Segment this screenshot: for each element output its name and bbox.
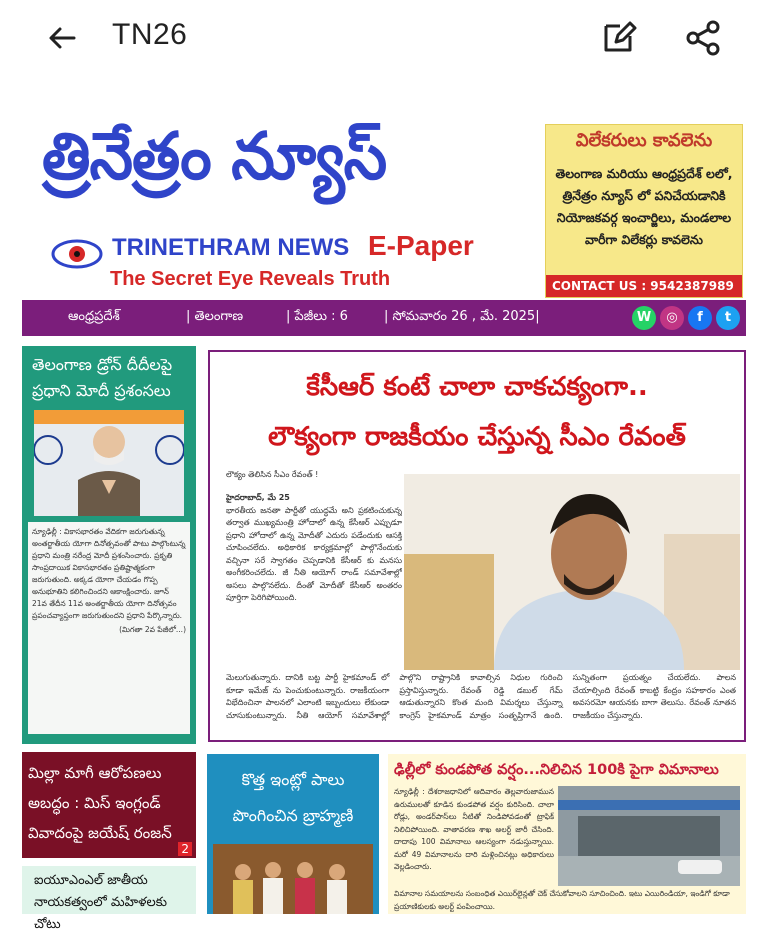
delhi-rain-headline: ఢిల్లీలో కుండపోత వర్షం...నిలిచిన 100కి పైగా విమానాలు xyxy=(394,762,719,778)
edition-state-ap: ఆంధ్రప్రదేశ్ xyxy=(68,309,120,324)
back-arrow-icon[interactable] xyxy=(44,20,80,56)
app-bar xyxy=(0,0,768,78)
ad-contact: CONTACT US : 9542387989 xyxy=(546,275,742,297)
delhi-rain-text: న్యూఢిల్లీ : దేశరాజధానిలో ఆదివారం తెల్లవారుజామున ఉరుములతో కూడిన కుండపోత వర్షం కురిసింది. చాలా రోడ్లు, అండర్‌పాస్‌లు నీటితో నిండిపోవడంతో ట్రాఫిక్ నిలిచిపోయింది. వాతావరణ శాఖ అలర్ట్ జారీ చేసింది. దాదాపు 100 విమానాలు ఆలస్యంగా నడుస్తున్నాయి. మరో 49 విమానాలను దారి మళ్లించినట్లు అధికారులు వెల్లడించారు. xyxy=(394,787,554,871)
page-count: | పేజీలు : 6 xyxy=(286,309,348,324)
delhi-rain-story[interactable] xyxy=(388,754,746,914)
left-story[interactable] xyxy=(22,346,196,744)
main-headline-line2: లౌక్యంగా రాజకీయం చేస్తున్న సీఎం రేవంత్ xyxy=(268,422,686,452)
main-intro-text: భారతీయ జనతా పార్టీతో యుద్ధమే అని ప్రకటించుకున్న తర్వాత ముఖ్యమంత్రి హోదాలో ఉన్న కేసీఆర్ ఎప్పుడూ ప్రధాని హోదాలో ఉన్న మోదీతో ఎదురు పడేందుకు ఆసక్తి చూపించలేదు. అధికారిక కార్యక్రమాల్లో పాల్గొనేందుకు వచ్చినా సరే స్వాగతం చెప్పడానికి కేసీఆర్ కు మనసు అంగీకరించలేదు. జీ నీతి ఆయోగ్ రాండ్ సమావేశాల్లో అసలు పాల్గొనలేదు. దీంతో మోదీతో కేసీఆర్ అంతరం పూర్తిగా పెరిగిపోయింది. xyxy=(226,505,402,602)
modi-photo xyxy=(34,410,184,516)
edition-bar xyxy=(22,300,746,336)
left-story-text: న్యూఢిల్లీ : వికాసభారతం వేదికగా జరుగుతున్న అంతర్జాతీయ యోగా దినోత్సవంతో పాటు పాల్గొంటున్న ప్రధాని మంత్రి నరేంద్ర మోదీ ప్రశంసించారు. ప్రకృతి సాంప్రదాయిక వికాసభారతం ప్రతిష్టాత్మకంగా జరుగుతుంది. అక్కడ యోగా చేయడం గొప్ప అనుభూతిని కలిగించిందని ఆకాంక్షించారు. జూన్ 21వ తేదీన 11వ అంతర్జాతీయ యోగా దినోత్సవం ప్రపంచవ్యాప్తంగా జరుగుతుందని ప్రధాని పేర్కొన్నారు. xyxy=(32,527,186,620)
twitter-icon[interactable]: t xyxy=(716,306,740,330)
revanth-photo xyxy=(404,474,740,670)
recruitment-ad xyxy=(545,124,743,298)
page-ref-badge: 2 xyxy=(178,842,192,856)
iuml-headline: ఐయూఎంఎల్ జాతీయ నాయకత్వంలో మహిళలకు చోటు xyxy=(34,873,168,932)
miss-england-headline: మిల్లా మాగీ ఆరోపణలు అబద్ధం : మిస్ ఇంగ్లండ్ వివాదంపై జయేష్ రంజన్ xyxy=(28,764,172,842)
delhi-rain-text-2: విమానాల సమయాలను సంబంధిత ఎయిర్‌లైన్లతో చెక్ చేసుకోవాలని సూచించింది. ఇటు ఎయిరిండియా, ఇండిగో కూడా ప్రయాణికులకు అలర్ట్ పంపించాయి. xyxy=(394,889,730,911)
tagline: The Secret Eye Reveals Truth xyxy=(110,268,391,290)
edit-icon[interactable] xyxy=(598,18,638,58)
main-headline-line1: కేసీఆర్ కంటే చాలా చాకచక్యంగా.. xyxy=(306,372,648,402)
epaper-label: E-Paper xyxy=(368,230,474,261)
facebook-icon[interactable]: f xyxy=(688,306,712,330)
app-title: TN26 xyxy=(112,18,188,51)
share-icon[interactable] xyxy=(683,18,723,58)
main-body: మెలుగుతున్నారు. దానికి బట్ట పార్టీ హైకమాండ్ లో కూడా ఇమేజ్ ను పెంచుకుంటున్నారు. రాజకీయంగా విభేదించినా పాలనలో ఎలాంటి ఇబ్బందులు లేకుండా చూసుకుంటున్నారు. నీతి ఆయోగ్ సమావేశాల్లో పాల్గొని రాష్ట్రానికి కావాల్సిన నిధుల గురించి ప్రస్తావిస్తున్నారు. రేవంత్ రెడ్డి డబుల్ గేమ్ ఆడుతున్నారని కొంత మంది విమర్శలు చేస్తున్నా కాంగ్రెస్ హైకమాండ్ మాత్రం సంతృప్తిగానే ఉంది. సున్నితంగా ప్రయత్నం చేయలేదు. పాలన చేయాల్సింది రేవంత్ కాబట్టి కేంద్రం సహకారం ఎంత అవసరమో ఆయనకు బాగా తెలుసు. రేవంత్ నూతన రాజకీయం చేస్తున్నారు. xyxy=(226,673,736,720)
edition-state-tg: | తెలంగాణ xyxy=(186,309,244,324)
main-story[interactable] xyxy=(208,350,746,742)
flooded-road-photo xyxy=(558,786,740,886)
main-byline: లౌక్యం తెలిసిన సీఎం రేవంత్ ! xyxy=(226,470,319,479)
main-intro xyxy=(226,492,402,676)
ad-heading: విలేకరులు కావలెను xyxy=(575,130,713,151)
left-story-body xyxy=(28,522,190,734)
main-dateline: హైదరాబాద్, మే 25 xyxy=(226,493,290,502)
brahmani-headline: కొత్త ఇంట్లో పాలు పొంగించిన బ్రాహ్మణి xyxy=(232,770,354,825)
main-headline xyxy=(210,362,744,462)
continued-note: (మిగతా 2వ పేజీలో...) xyxy=(119,625,186,634)
eye-logo-icon xyxy=(50,230,104,278)
ad-body: తెలంగాణ మరియు ఆంధ్రప్రదేశ్ లలో, త్రినేత్రం న్యూస్ లో పనిచేయడానికి నియోజకవర్గ ఇంచార్జిలు, మండలాల వారీగా విలేకర్లు కావలెను xyxy=(555,166,733,247)
brahmani-story[interactable] xyxy=(207,754,379,914)
whatsapp-icon[interactable]: W xyxy=(632,306,656,330)
left-story-headline: తెలంగాణ డ్రోన్ దీదీలపై ప్రధాని మోదీ ప్రశంసలు xyxy=(32,355,173,400)
instagram-icon[interactable]: ◎ xyxy=(660,306,684,330)
miss-england-story[interactable] xyxy=(22,752,196,858)
brand-title-telugu: త్రినేత్రం న్యూస్ xyxy=(42,117,387,195)
issue-date: | సోమవారం 26 , మే. 2025| xyxy=(384,309,540,324)
iuml-story[interactable] xyxy=(22,866,196,932)
brahmani-photo xyxy=(213,844,373,914)
brand-title-english: TRINETHRAM NEWS xyxy=(112,234,350,261)
